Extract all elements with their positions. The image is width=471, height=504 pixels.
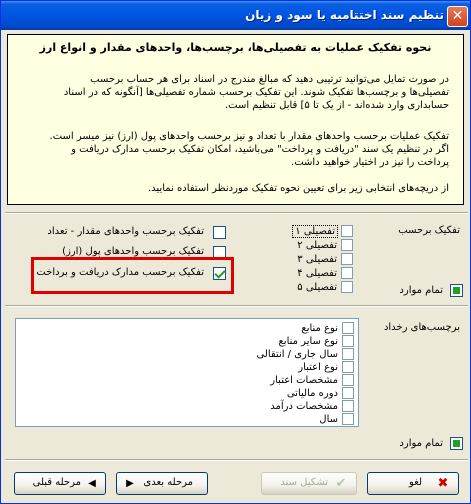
tag-checkbox[interactable] (342, 348, 354, 360)
create-document-button[interactable]: ✔ تشکیل سند (261, 472, 357, 495)
split-select-all-label[interactable]: تمام موارد (399, 285, 443, 296)
previous-step-button[interactable]: ◀ مرحله قبلی (14, 472, 106, 495)
tags-select-all-checkbox[interactable] (450, 437, 463, 450)
tafsili-item[interactable]: تفصیلی ۱ (293, 225, 353, 238)
split-label: تفکیک برحسب (398, 225, 460, 236)
info-paragraph-3: از دریچه‌های انتخابی زیر برای تعیین نحوه تفکیک موردنظر استفاده نمایید. (147, 183, 449, 194)
tag-item[interactable]: دوره مالیاتی (287, 387, 354, 400)
option-quantity-checkbox[interactable] (213, 226, 226, 239)
tag-item[interactable]: نوع منابع (301, 322, 354, 335)
info-paragraph-2: تفکیک عملیات برحسب واحدهای مقدار با تعداد و نیز برحسب واحدهای پول (ارز) نیز میسر است. اگر در تنظیم یک سند "دریافت و پرداخت" می‌باشید، امکان تفکیک برحسب مدارک دریافت و پرداخت را نیز در اختیار خواهید داشت. (49, 131, 449, 168)
tag-checkbox[interactable] (342, 322, 354, 334)
tag-checkbox[interactable] (342, 335, 354, 347)
tag-item[interactable]: نوع اعتبار (298, 361, 354, 374)
tag-item[interactable]: مشخصات اعتبار (270, 374, 354, 387)
next-step-button[interactable]: ▶ مرحله بعدی (116, 472, 208, 495)
tafsili-item[interactable]: تفصیلی ۴ (297, 267, 353, 280)
info-paragraph-1: در صورت تمایل می‌توانید ترتیبی دهید که مبالغ مندرج در اسناد برای هر حساب برحسب تفصیلی‌ها و برچسب‌ها تفکیک شوند. این تفکیک برحسب شماره تفصیلی‌ها [آنگونه که در اسناد حسابداری وارد شده‌اند - از یک تا ۵] قابل تنظیم است. (63, 74, 449, 111)
tag-item[interactable]: سال (319, 413, 354, 426)
tag-checkbox[interactable] (342, 400, 354, 412)
tafsili-list (243, 222, 357, 294)
option-documents-checkbox[interactable] (213, 267, 226, 280)
tafsili-checkbox[interactable] (341, 267, 353, 279)
tag-item[interactable]: سال جاری / انتقالی (256, 348, 354, 361)
divider (5, 305, 468, 307)
arrow-right-icon: ▶ (126, 478, 134, 489)
tags-label: برچسب‌های رخداد (383, 322, 460, 333)
close-button[interactable] (447, 6, 468, 27)
tag-item[interactable]: مشخصات درآمد (270, 400, 354, 413)
info-panel (7, 34, 464, 205)
tafsili-item[interactable]: تفصیلی ۳ (297, 253, 353, 266)
window-title: تنظیم سند اختتامیه یا سود و زیان (245, 8, 444, 22)
title-bar[interactable] (1, 1, 470, 30)
option-documents-label[interactable]: تفکیک برحسب مدارک دریافت و برداخت (36, 267, 204, 278)
check-icon: ✔ (335, 476, 347, 491)
cancel-button[interactable]: ✖ لغو (367, 472, 459, 495)
tafsili-checkbox[interactable] (341, 253, 353, 265)
tafsili-checkbox[interactable] (341, 225, 353, 237)
tafsili-checkbox[interactable] (341, 281, 353, 293)
cancel-x-icon: ✖ (437, 476, 449, 491)
tag-checkbox[interactable] (342, 387, 354, 399)
tag-checkbox[interactable] (342, 374, 354, 386)
info-heading: نحوه تفکیک عملیات به تفصیلی‌ها، برچسب‌ها، واحدهای مقدار و انواع ارز (39, 41, 432, 54)
tafsili-item[interactable]: تفصیلی ۵ (297, 281, 353, 294)
divider (5, 459, 468, 461)
option-currency-label[interactable]: تفکیک برحسب واحدهای پول (ارز) (62, 246, 204, 257)
tafsili-item[interactable]: تفصیلی ۲ (297, 239, 353, 252)
tags-select-all-label[interactable]: تمام موارد (399, 438, 443, 449)
divider (5, 212, 468, 214)
option-quantity-label[interactable]: تفکیک برحسب واحدهای مقدار - تعداد (47, 226, 204, 237)
close-icon: ✕ (451, 8, 464, 24)
tag-checkbox[interactable] (342, 413, 354, 425)
split-select-all-checkbox[interactable] (450, 284, 463, 297)
arrow-left-icon: ◀ (88, 478, 96, 489)
tag-item[interactable]: نوع سایر منابع (278, 335, 354, 348)
tag-checkbox[interactable] (342, 361, 354, 373)
tafsili-checkbox[interactable] (341, 239, 353, 251)
tags-list[interactable] (15, 318, 359, 427)
